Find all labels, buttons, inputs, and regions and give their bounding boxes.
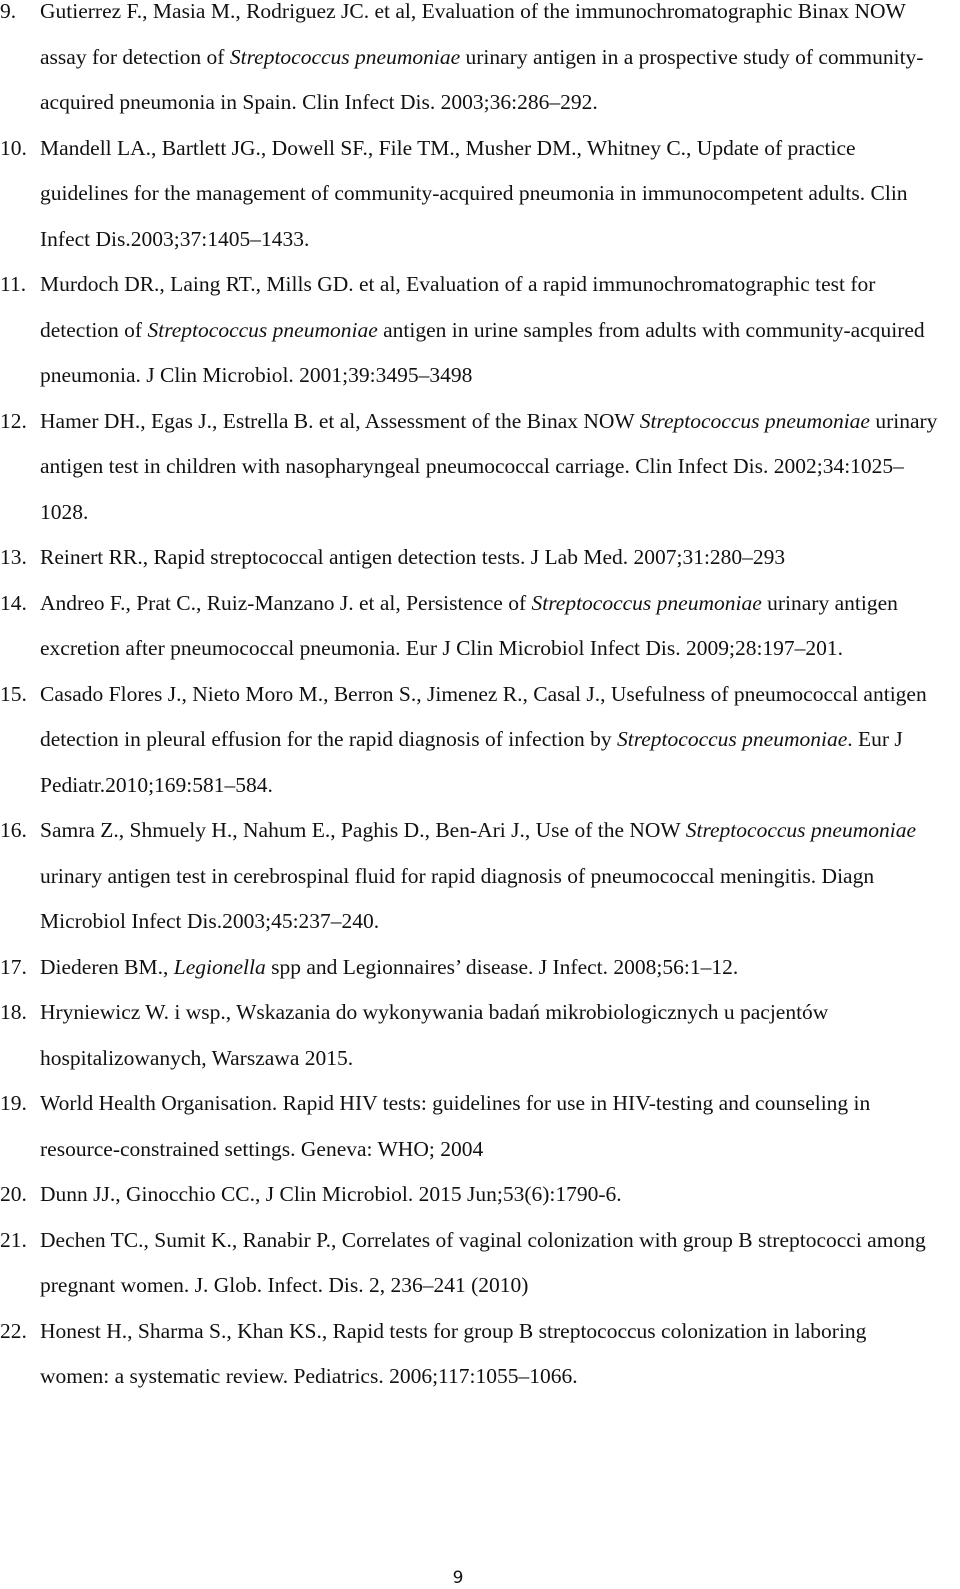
reference-number: 11. [0,272,27,296]
reference-number: 10. [0,135,27,160]
reference-entry [0,399,940,536]
reference-text-segment: Diederen BM., [40,954,174,979]
reference-entry [0,581,940,672]
reference-text-segment: Andreo F., Prat C., Ruiz-Manzano J. et al, Persistence of [40,590,532,615]
reference-text-segment: Dunn JJ., Ginocchio CC., J Clin Microbiol. 2015 Jun;53(6):1790-6. [40,1182,622,1206]
reference-number: 16. [0,818,27,842]
italic-taxon-name: Streptococcus pneumoniae [616,727,848,751]
reference-entry [0,1309,940,1400]
reference-number: 15. [0,681,27,706]
reference-text [40,990,940,1081]
reference-number: 20. [0,1182,27,1206]
italic-taxon-name: Streptococcus pneumoniae [685,818,916,842]
reference-text-segment: World Health Organisation. Rapid HIV tests: guidelines for use in HIV-testing and counseling in resource-constrained settings. Geneva: WHO; 2004 [40,1091,871,1161]
reference-text-segment: Samra Z., Shmuely H., Nahum E., Paghis D., Ben-Ari J., Use of the NOW [40,818,686,842]
reference-number: 13. [0,545,27,569]
reference-text-segment: Hryniewicz W. i wsp., Wskazania do wykonywania badań mikrobiologicznych u pacjentów hospitalizowanych, Warszawa 2015. [40,1000,829,1070]
reference-text [40,581,940,672]
italic-taxon-name: Streptococcus pneumoniae [147,317,378,342]
italic-taxon-name: Streptococcus pneumoniae [639,408,870,433]
reference-text-segment: . Eur J Pediatr.2010;169:581–584. [40,727,903,797]
reference-text [40,1218,940,1309]
reference-entry [0,262,940,399]
reference-text [40,808,940,945]
reference-entry [0,945,940,991]
reference-number: 14. [0,590,27,615]
reference-text [40,262,940,399]
reference-entry [0,808,940,945]
reference-text-segment: urinary antigen test in cerebrospinal fluid for rapid diagnosis of pneumococcal meningitis. Diagn Microbiol Infect Dis.2003;45:237–240. [40,863,875,933]
reference-text-segment: antigen in urine samples from adults with community-acquired pneumonia. J Clin Microbiol. 2001;39:3495–3498 [40,317,925,387]
reference-number: 21. [0,1227,27,1252]
reference-text-segment: Hamer DH., Egas J., Estrella B. et al, Assessment of the Binax NOW [40,408,640,433]
reference-text-segment: Mandell LA., Bartlett JG., Dowell SF., File TM., Musher DM., Whitney C., Update of practice guidelines for the management of community-acquired pneumonia in immunocompetent adults. Clin Infect Dis.2003;37:1405–1433. [40,135,908,251]
reference-entry [0,0,940,126]
reference-number: 19. [0,1091,27,1115]
reference-text-segment: Reinert RR., Rapid streptococcal antigen detection tests. J Lab Med. 2007;31:280–293 [40,545,786,569]
italic-taxon-name: Streptococcus pneumoniae [229,44,461,69]
reference-entry [0,1218,940,1309]
reference-number: 17. [0,954,27,979]
reference-text-segment: Casado Flores J., Nieto Moro M., Berron S., Jimenez R., Casal J., Usefulness of pneumococcal antigen detection in pleural effusion for the rapid diagnosis of infection by [40,681,927,751]
reference-text-segment: urinary antigen test in children with nasopharyngeal pneumococcal carriage. Clin Infect Dis. 2002;34:1025–1028. [40,408,938,524]
reference-entry [0,1172,940,1218]
reference-text-segment: Murdoch DR., Laing RT., Mills GD. et al, Evaluation of a rapid immunochromatographic test for detection of [40,272,876,342]
reference-text-segment: urinary antigen in a prospective study of community-acquired pneumonia in Spain. Clin Infect Dis. 2003;36:286–292. [40,44,924,114]
reference-number: 18. [0,1000,27,1024]
italic-taxon-name: Streptococcus pneumoniae [531,590,762,615]
reference-text [40,399,940,536]
reference-text [40,945,940,991]
reference-text [40,1309,940,1400]
reference-text-segment: Dechen TC., Sumit K., Ranabir P., Correlates of vaginal colonization with group B streptococci among pregnant women. J. Glob. Infect. Dis. 2, 236–241 (2010) [40,1227,926,1297]
reference-text [40,1081,940,1172]
reference-text-segment: spp and Legionnaires’ disease. J Infect. 2008;56:1–12. [265,954,739,979]
reference-text [40,1172,940,1218]
reference-text-segment: Gutierrez F., Masia M., Rodriguez JC. et al, Evaluation of the immunochromatographic Binax NOW assay for detection of [40,0,906,69]
reference-number: 22. [0,1318,27,1343]
reference-text [40,672,940,809]
reference-text [40,126,940,263]
reference-entry [0,1081,940,1172]
reference-entry [0,535,940,581]
reference-text-segment: urinary antigen excretion after pneumococcal pneumonia. Eur J Clin Microbiol Infect Dis. 2009;28:197–201. [40,590,898,660]
reference-entry [0,990,940,1081]
reference-number: 12. [0,408,27,433]
reference-entry [0,126,940,263]
reference-entry [0,672,940,809]
italic-taxon-name: Legionella [173,954,266,979]
reference-text-segment: Honest H., Sharma S., Khan KS., Rapid tests for group B streptococcus colonization in laboring women: a systematic review. Pediatrics. 2006;117:1055–1066. [40,1318,867,1388]
page-number: 9 [452,1568,464,1588]
reference-text [40,0,940,126]
reference-number: 9. [0,0,17,23]
reference-text [40,535,940,581]
